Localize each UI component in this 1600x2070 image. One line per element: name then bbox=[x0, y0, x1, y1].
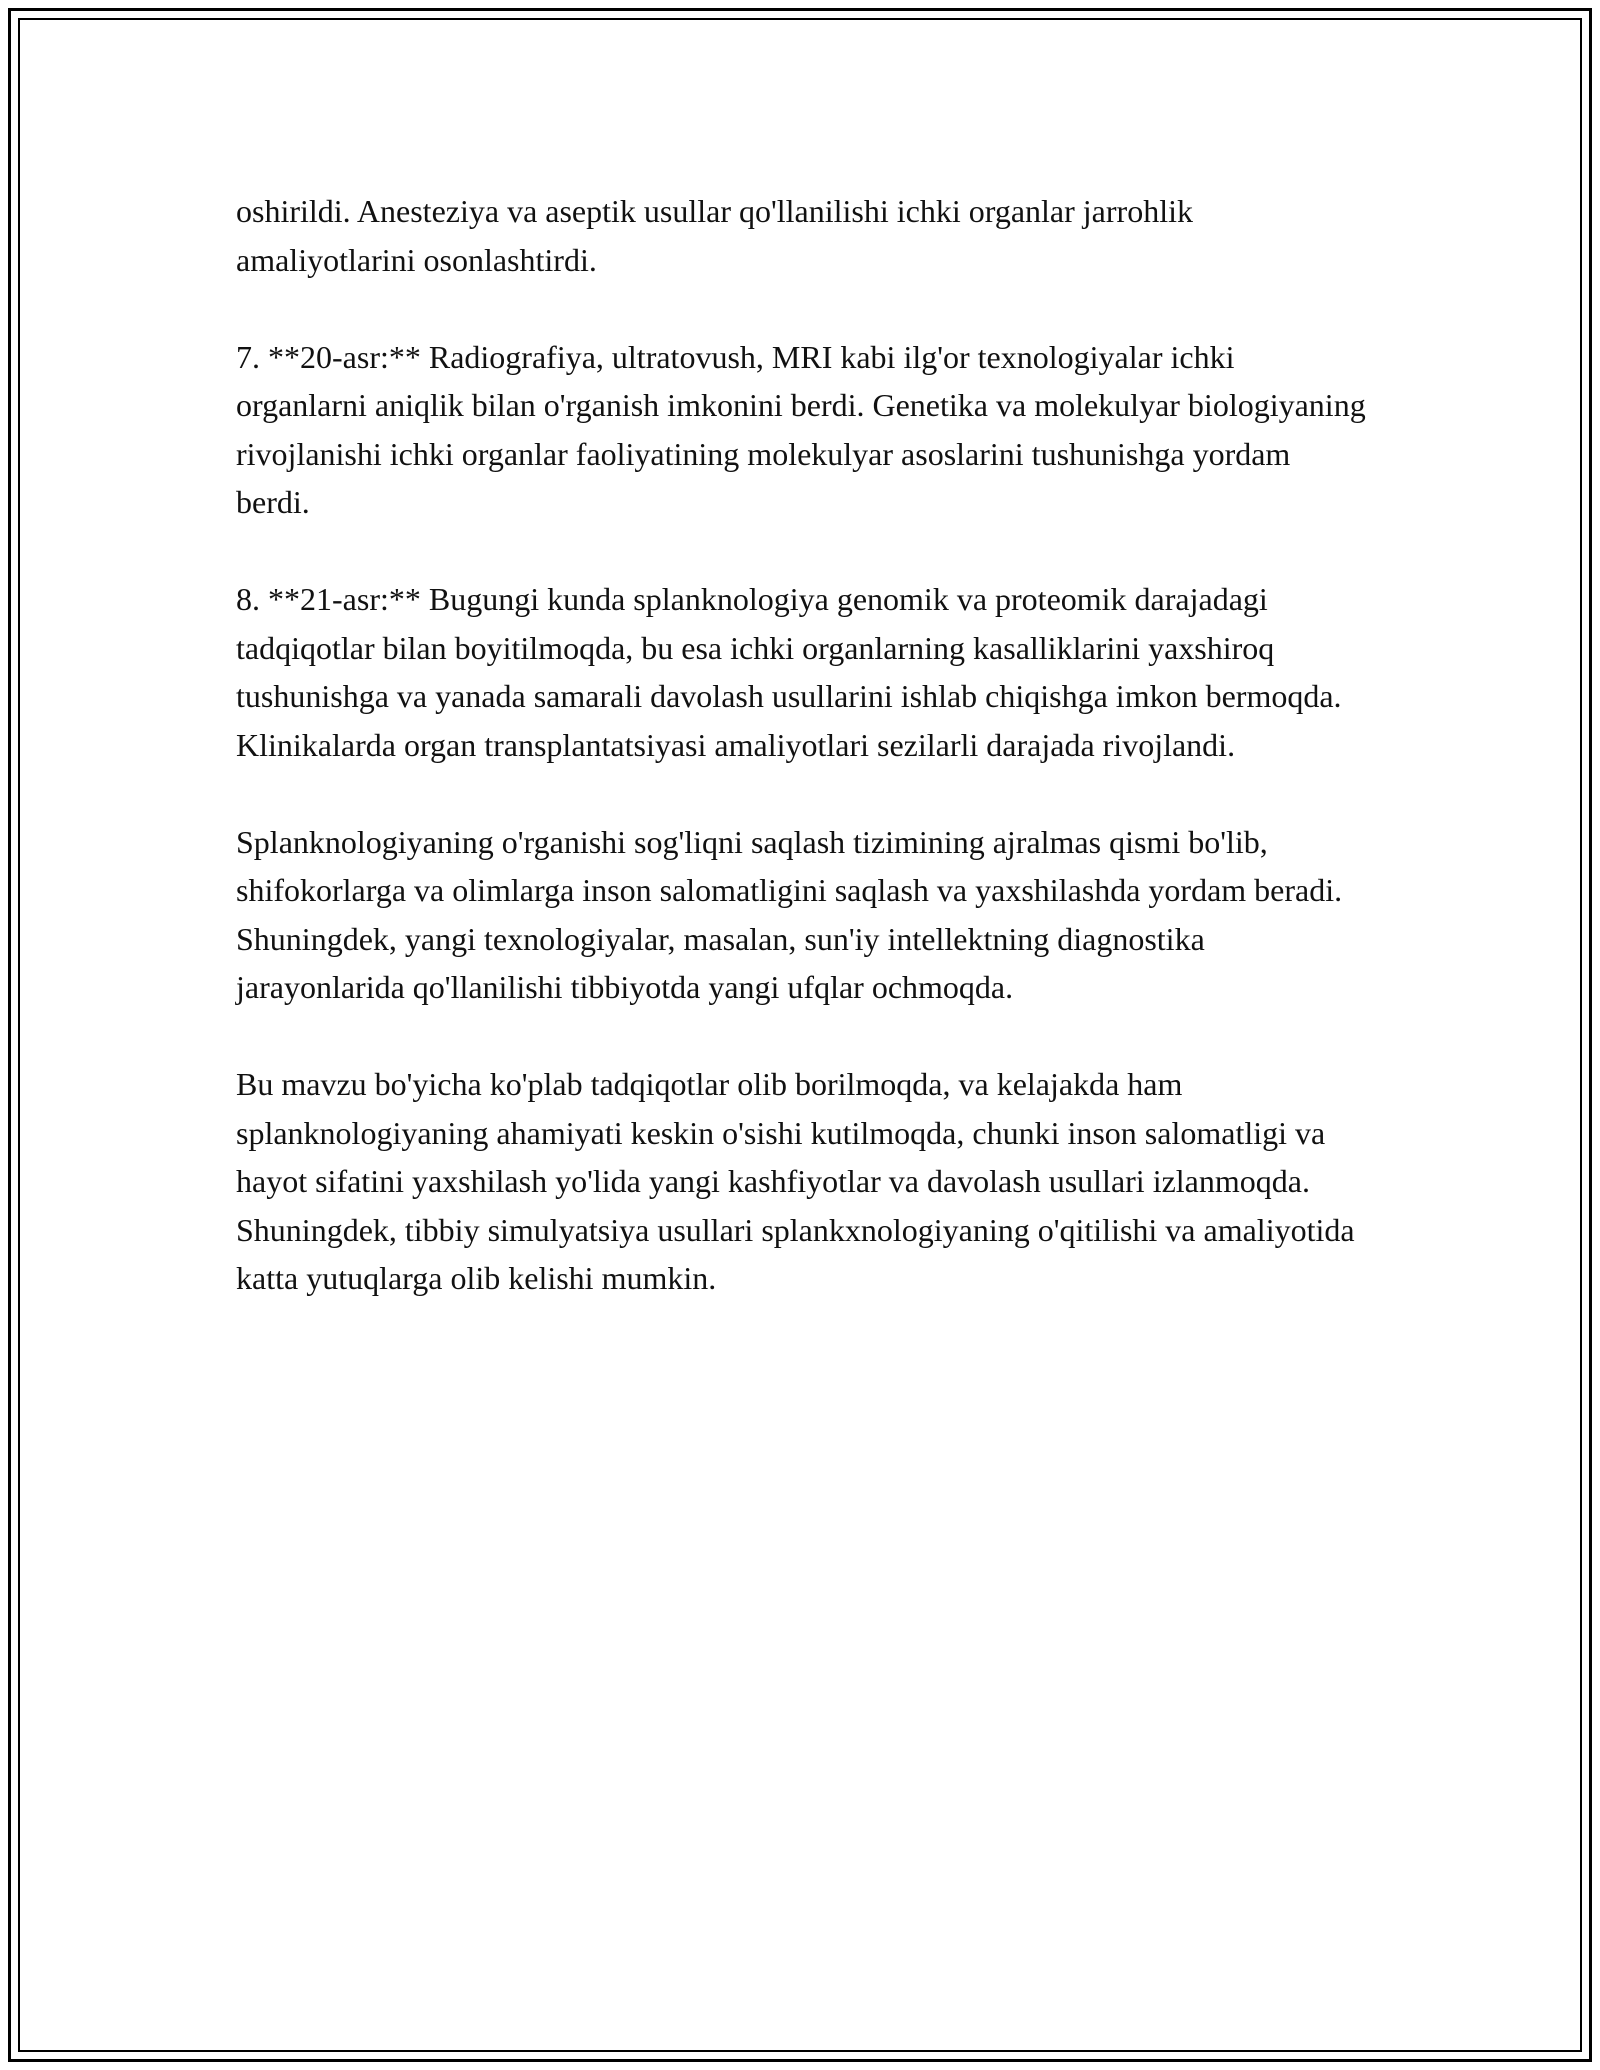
paragraph-future-research: Bu mavzu bo'yicha ko'plab tadqiqotlar olib borilmoqda, va kelajakda ham splanknologiyaning ahamiyati keskin o'sishi kutilmoqda, chunki inson salomatligi va hayot sifatini yaxshilash yo'lida yangi kashfiyotlar va davolash usullari izlanmoqda. Shuningdek, tibbiy simulyatsiya usullari splankxnologiyaning o'qitilishi va amaliyotida katta yutuqlarga olib kelishi mumkin. bbox=[236, 1066, 1355, 1296]
paragraph-splanchnology-health: Splanknologiyaning o'rganishi sog'liqni saqlash tizimining ajralmas qismi bo'lib, shifokorlarga va olimlarga inson salomatligini saqlash va yaxshilashda yordam beradi. Shuningdek, yangi texnologiyalar, masalan, sun'iy intellektning diagnostika jarayonlarida qo'llanilishi tibbiyotda yangi ufqlar ochmoqda. bbox=[236, 823, 1343, 1005]
paragraph-anesthesia: oshirildi. Anesteziya va aseptik usullar qo'llanilishi ichki organlar jarrohlik amaliyotlarini osonlashtirdi. bbox=[236, 193, 1193, 278]
paragraph-20th-century: 7. **20-asr:** Radiografiya, ultratovush, MRI kabi ilg'or texnologiyalar ichki organlarni aniqlik bilan o'rganish imkonini berdi. Genetika va molekulyar biologiyaning rivojlanishi ichki organlar faoliyatining molekulyar asoslarini tushunishga yordam berdi. bbox=[236, 338, 1366, 520]
document-body bbox=[236, 187, 1366, 1351]
paragraph-21st-century: 8. **21-asr:** Bugungi kunda splanknologiya genomik va proteomik darajadagi tadqiqotlar bilan boyitilmoqda, bu esa ichki organlarning kasalliklarini yaxshiroq tushunishga va yanada samarali davolash usullarini ishlab chiqishga imkon bermoqda. Klinikalarda organ transplantatsiyasi amaliyotlari sezilarli darajada rivojlandi. bbox=[236, 581, 1342, 763]
